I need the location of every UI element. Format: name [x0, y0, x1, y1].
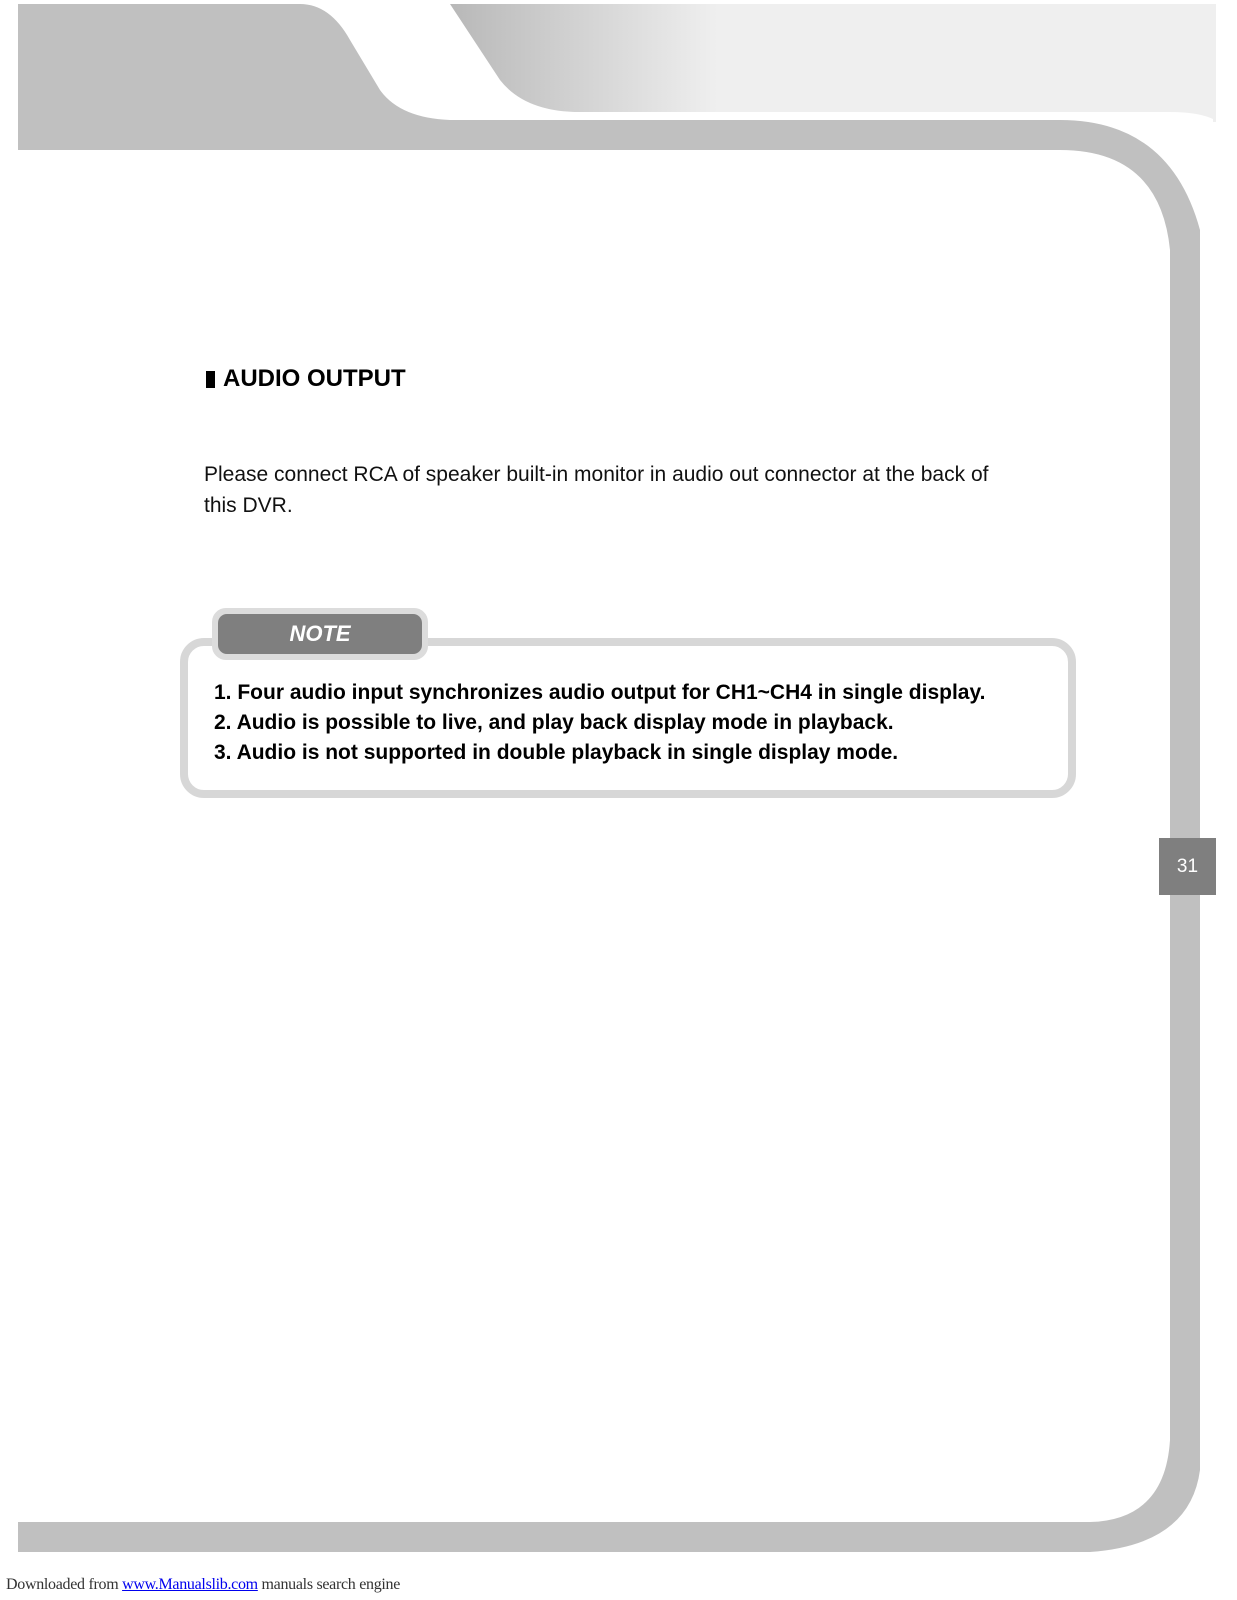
footer-prefix: Downloaded from: [6, 1576, 123, 1593]
note-tab: [212, 608, 428, 660]
footer-suffix: manuals search engine: [257, 1576, 401, 1593]
page-number: 31: [1159, 838, 1216, 895]
section-body: Please connect RCA of speaker built-in monitor in audio out connector at the back of this DVR.: [204, 463, 989, 517]
footer: [6, 1576, 400, 1594]
section-heading: [206, 365, 406, 393]
note-item: 2. Audio is possible to live, and play back display mode in playback.: [214, 711, 894, 734]
footer-link[interactable]: www.Manualslib.com: [122, 1576, 258, 1593]
header-band-right: [450, 4, 1215, 120]
note-item: 1. Four audio input synchronizes audio output for CH1~CH4 in single display.: [214, 681, 986, 704]
note-item: 3. Audio is not supported in double playback in single display mode.: [214, 741, 899, 764]
note-list: [214, 678, 1054, 768]
heading-bullet-icon: [206, 371, 215, 388]
note-label: NOTE: [218, 614, 422, 654]
section-title: AUDIO OUTPUT: [223, 365, 406, 392]
